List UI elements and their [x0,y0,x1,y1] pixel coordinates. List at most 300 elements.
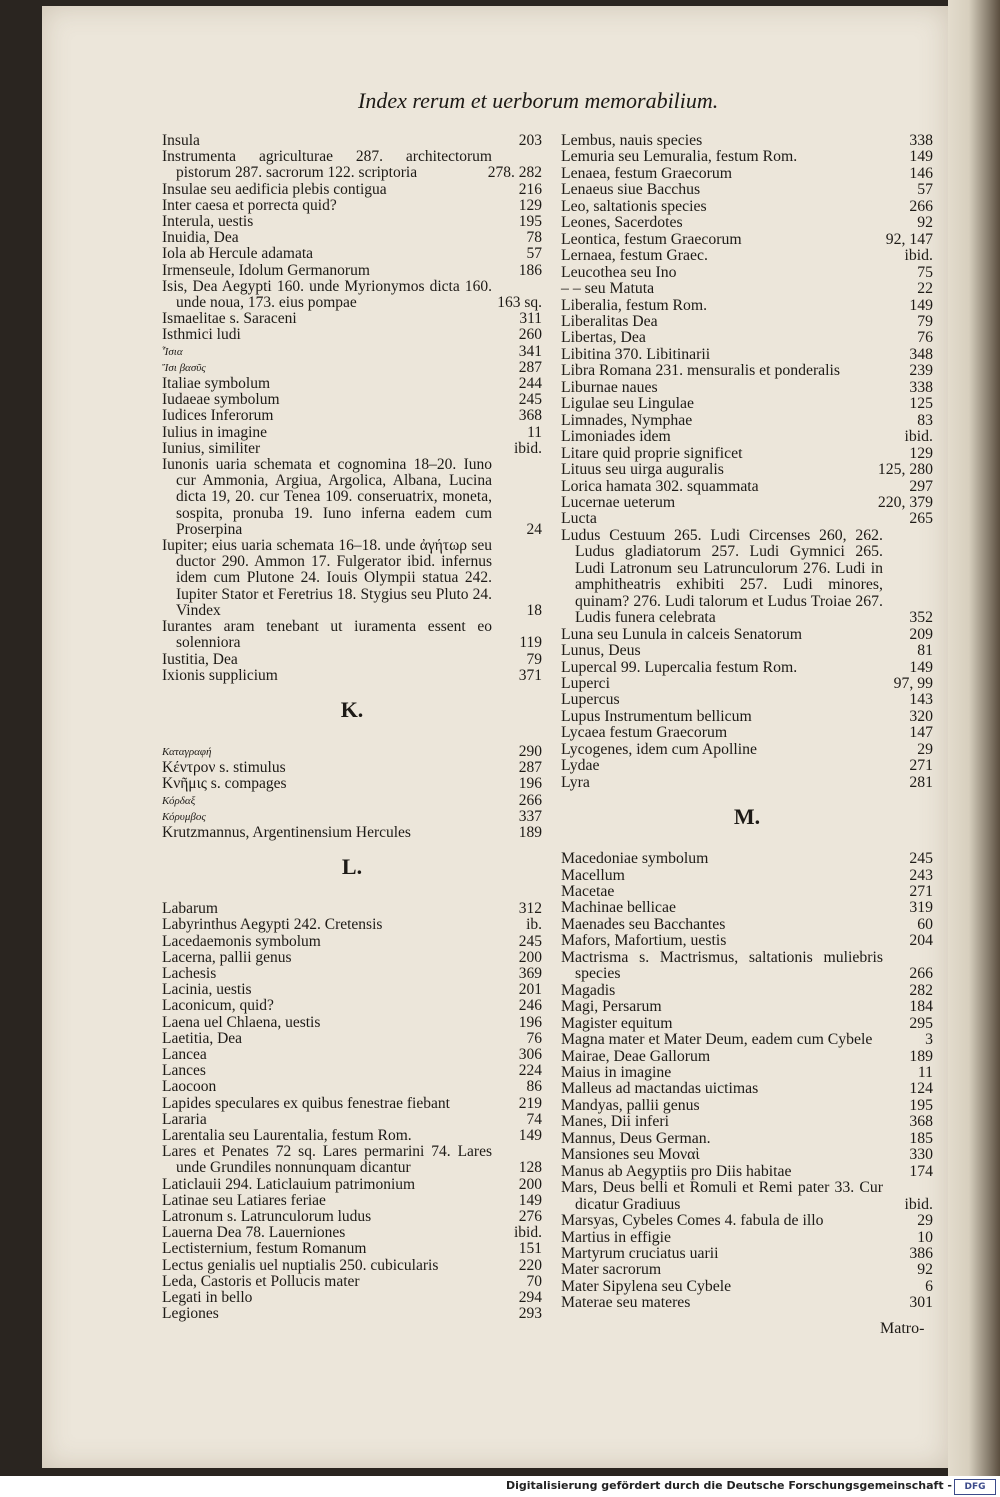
entry-term: Legati in bello [162,1289,253,1306]
index-entry [162,760,542,776]
entry-page-ref: 219 [518,1094,542,1112]
index-entry [561,1131,933,1147]
index-entry [561,215,933,231]
index-entry [162,1031,542,1047]
entry-page-ref: 287 [518,759,542,777]
index-column-right [561,133,933,1312]
entry-page-ref: 266 [909,965,933,983]
entry-term: Libitina 370. Libitinarii [561,345,711,363]
entry-page-ref: 147 [909,724,933,742]
entry-term: Lydae [561,757,600,775]
index-entry [561,742,933,758]
entry-page-ref: 74 [526,1110,542,1128]
index-entry [162,311,542,327]
entry-term: Liburnae naues [561,378,658,396]
entry-page-ref: 29 [917,740,933,758]
entry-term: Iurantes aram tenebant ut iuramenta essent eo solenniora [162,618,492,652]
entry-term: Iunonis uaria schemata et cognomina 18–20. Iuno cur Ammonia, Argiua, Argolica, Albana, Lucina dicta 19, 20. cur Tenea 109. conseruatrix, moneta, sospita, pronuba 19. Iuno inferna eadem cum Proserpina [162,456,492,538]
entry-page-ref: 196 [518,1013,542,1031]
index-entry [162,1258,542,1274]
index-entry [561,298,933,314]
entry-term: Limoniades idem [561,428,671,446]
entry-page-ref: 184 [909,998,933,1016]
entry-term: Lyra [561,773,590,791]
entry-page-ref: 174 [909,1162,933,1180]
entry-page-ref: 143 [909,691,933,709]
index-entry [162,149,542,181]
entry-term: Magister equitum [561,1014,673,1032]
index-entry [561,660,933,676]
entry-term: Lances [162,1062,206,1080]
index-entry [561,643,933,659]
entry-page-ref: 245 [518,391,542,409]
entry-page-ref: 352 [909,609,933,627]
entry-page-ref: 78 [526,229,542,247]
entry-term: Lacedaemonis symbolum [162,932,321,950]
index-entry [561,429,933,445]
entry-term: Leontica, festum Graecorum [561,230,742,248]
index-entry [162,1144,542,1176]
entry-term: Lenaea, festum Graecorum [561,164,732,182]
entry-term: Lycaea festum Graecorum [561,724,728,742]
catchword: Matro- [880,1320,925,1337]
entry-page-ref: 271 [909,757,933,775]
index-entry [162,982,542,998]
entry-term: Malleus ad mactandas uictimas [561,1080,759,1098]
entry-page-ref: 76 [526,1029,542,1047]
index-entry [162,1290,542,1306]
entry-term: Magna mater et Mater Deum, eadem cum Cybele [561,1031,873,1049]
entry-term: Maius in imagine [561,1064,672,1082]
index-entry [162,966,542,982]
index-entry [162,441,542,457]
entry-term: Iudices Inferorum [162,407,274,425]
entry-term: Iunius, similiter [162,439,261,457]
entry-term: Legiones [162,1305,219,1323]
entry-term: Leo, saltationis species [561,197,707,215]
entry-page-ref: 29 [917,1212,933,1230]
entry-term: Iudaeae symbolum [162,391,280,409]
entry-page-ref: 149 [518,1126,542,1144]
entry-page-ref: ibid. [904,428,933,446]
entry-page-ref: 204 [909,932,933,950]
entry-page-ref: 79 [917,312,933,330]
index-entry [561,775,933,791]
entry-page-ref: ibid. [904,247,933,265]
entry-term: Mandyas, pallii genus [561,1096,700,1114]
index-entry [561,1147,933,1163]
entry-page-ref: 245 [518,932,542,950]
index-entry [561,396,933,412]
entry-page-ref: 220, 379 [877,493,933,511]
entry-term: Irmenseule, Idolum Germanorum [162,261,370,279]
entry-term: Lararia [162,1110,207,1128]
index-entry [561,933,933,949]
index-entry [561,1065,933,1081]
entry-page-ref: 293 [518,1305,542,1323]
entry-page-ref: 216 [518,180,542,198]
index-entry [561,1164,933,1180]
index-entry [561,1262,933,1278]
index-entry [561,1180,933,1213]
index-entry [162,376,542,392]
entry-term: Labarum [162,900,218,918]
section-letter: K. [340,696,364,722]
entry-page-ref: 189 [909,1047,933,1065]
entry-page-ref: 338 [909,132,933,149]
entry-page-ref: 83 [917,411,933,429]
entry-page-ref: 243 [909,866,933,884]
index-entry [561,133,933,149]
index-entry [561,676,933,692]
entry-term: Macedoniae symbolum [561,850,709,868]
index-entry [561,265,933,281]
entry-term: Lares et Penates 72 sq. Lares permarini 74. Lares unde Grundiles nonnunquam dicantur [162,1143,492,1177]
entry-page-ref: 282 [909,981,933,999]
digitization-footer [0,1476,1000,1497]
footer-credit: Digitalisierung gefördert durch die Deutsche Forschungsgemeinschaft - [505,1479,952,1492]
entry-term: Κνῆμις s. compages [162,775,287,793]
index-entry [162,182,542,198]
entry-term: Κόρδαξ [162,794,196,807]
index-entry [162,793,542,809]
index-entry [162,408,542,424]
index-entry [162,392,542,408]
entry-page-ref: 319 [909,899,933,917]
entry-term: Ismaelitae s. Saraceni [162,310,297,328]
entry-page-ref: 220 [518,1256,542,1274]
entry-page-ref: 195 [909,1096,933,1114]
entry-page-ref: 265 [909,510,933,528]
entry-page-ref: 287 [518,358,542,376]
index-entry [561,314,933,330]
entry-page-ref: 209 [909,625,933,643]
entry-page-ref: 368 [909,1113,933,1131]
entry-page-ref: 312 [518,900,542,918]
entry-term: Mater Sipylena seu Cybele [561,1277,732,1295]
entry-page-ref: ib. [526,916,542,934]
entry-page-ref: 337 [518,807,542,825]
entry-term: Κέντρον s. stimulus [162,759,286,777]
entry-page-ref: 125, 280 [877,461,933,479]
entry-page-ref: 124 [909,1080,933,1098]
index-entry [162,668,542,684]
section-letter: M. [733,804,761,830]
entry-term: – – seu Matuta [561,280,655,298]
entry-term: Litare quid proprie significet [561,444,743,462]
entry-term: Iola ab Hercule adamata [162,245,314,263]
index-entry [162,133,542,149]
entry-term: Mactrisma s. Mactrismus, saltationis muliebris species [561,948,883,983]
entry-page-ref: 92 [917,1261,933,1279]
entry-page-ref: 341 [518,342,542,360]
entry-page-ref: 125 [909,395,933,413]
index-entry [561,1295,933,1311]
index-entry [162,1209,542,1225]
index-entry [561,446,933,462]
entry-page-ref: 57 [526,245,542,263]
entry-page-ref: 266 [909,197,933,215]
entry-term: Laetitia, Dea [162,1029,243,1047]
entry-term: Lupus Instrumentum bellicum [561,707,752,725]
entry-term: Liberalitas Dea [561,312,658,330]
index-entry [561,1279,933,1295]
entry-term: Laocoon [162,1078,217,1096]
entry-term: Latronum s. Latrunculorum ludus [162,1207,372,1225]
index-entry [561,851,933,867]
index-entry [561,495,933,511]
index-entry [561,1246,933,1262]
index-entry [162,198,542,214]
entry-page-ref: 244 [518,375,542,393]
entry-term: Lachesis [162,964,217,982]
entry-page-ref: 129 [518,196,542,214]
page-edge [948,0,1000,1476]
index-entry [561,709,933,725]
entry-term: Mannus, Deus German. [561,1129,711,1147]
entry-term: Mansiones seu Μοναὶ [561,1146,700,1164]
index-entry [162,901,542,917]
entry-page-ref: 79 [526,650,542,668]
entry-page-ref: 201 [518,981,542,999]
index-entry [561,983,933,999]
entry-page-ref: 246 [518,997,542,1015]
entry-term: Inter caesa et porrecta quid? [162,196,337,214]
entry-term: Mater sacrorum [561,1261,662,1279]
entry-term: Lectisternium, festum Romanum [162,1240,367,1258]
entry-term: Ἶσια [162,345,183,358]
index-entry [561,627,933,643]
entry-page-ref: 368 [518,407,542,425]
entry-page-ref: 276 [518,1207,542,1225]
index-entry [561,232,933,248]
entry-page-ref: 320 [909,707,933,725]
entry-page-ref: 278. 282 [487,164,542,182]
index-entry [561,1213,933,1229]
index-entry [162,1047,542,1063]
entry-term: Inuidia, Dea [162,229,239,247]
entry-page-ref: 60 [917,915,933,933]
entry-term: Lunus, Deus [561,642,641,660]
entry-term: Mairae, Deae Gallorum [561,1047,711,1065]
entry-page-ref: 149 [518,1191,542,1209]
entry-term: Lacerna, pallii genus [162,948,292,966]
entry-page-ref: 185 [909,1129,933,1147]
entry-page-ref: 76 [917,329,933,347]
index-entry [561,248,933,264]
entry-term: Limnades, Nymphae [561,411,693,429]
entry-page-ref: 70 [526,1272,542,1290]
entry-page-ref: 290 [518,742,542,760]
index-entry [561,413,933,429]
entry-term: Lancea [162,1045,207,1063]
entry-page-ref: 330 [909,1146,933,1164]
index-entry [561,528,933,627]
entry-page-ref: 338 [909,378,933,396]
entry-term: Lycogenes, idem cum Apolline [561,740,757,758]
index-entry [162,360,542,376]
entry-page-ref: 281 [909,773,933,791]
index-entry [162,457,542,538]
entry-page-ref: 369 [518,964,542,982]
index-entry [162,246,542,262]
entry-term: Lauerna Dea 78. Lauerniones [162,1224,346,1242]
index-entry [162,1225,542,1241]
entry-term: Laticlauii 294. Laticlauium patrimonium [162,1175,416,1193]
entry-term: Magadis [561,981,616,999]
entry-term: Isthmici ludi [162,326,241,344]
entry-page-ref: 239 [909,362,933,380]
entry-page-ref: 86 [526,1078,542,1096]
entry-page-ref: 75 [917,263,933,281]
entry-term: Laena uel Chlaena, uestis [162,1013,321,1031]
entry-term: Isis, Dea Aegypti 160. unde Myrionymos dicta 160. unde noua, 173. eius pompae [162,277,492,312]
entry-term: Libra Romana 231. mensuralis et ponderalis [561,362,841,380]
entry-term: Lemuria seu Lemuralia, festum Rom. [561,148,798,166]
entry-term: Macetae [561,883,615,901]
index-entry [561,1032,933,1048]
index-entry [561,900,933,916]
index-entry [162,327,542,343]
entry-term: Insulae seu aedificia plebis contigua [162,180,387,198]
entry-term: Iupiter; eius uaria schemata 16–18. unde ἀγήτωρ seu ductor 290. Ammon 17. Fulgerator ibid. infernus idem cum Plutone 24. Iouis Olympii statua 242. Iupiter Stator et Feretrius 18. Stygius seu Pluto 24. Vindex [162,537,492,619]
index-entry [561,868,933,884]
entry-page-ref: 200 [518,948,542,966]
entry-page-ref: 371 [518,666,542,684]
entry-term: Ixionis supplicium [162,666,278,684]
entry-page-ref: 203 [518,132,542,149]
index-entry [162,1241,542,1257]
entry-term: Leda, Castoris et Pollucis mater [162,1272,360,1290]
entry-page-ref: 200 [518,1175,542,1193]
entry-page-ref: 311 [519,310,542,328]
index-entry [162,1096,542,1112]
entry-term: Lacinia, uestis [162,981,252,999]
index-entry [561,1230,933,1246]
entry-page-ref: 97, 99 [893,674,933,692]
index-entry [561,281,933,297]
index-entry [561,758,933,774]
entry-term: Insula [162,132,200,149]
entry-page-ref: 149 [909,148,933,166]
index-entry [561,692,933,708]
entry-term: Liberalia, festum Rom. [561,296,708,314]
index-entry [561,462,933,478]
index-entry [561,363,933,379]
index-entry [561,999,933,1015]
index-entry [162,1079,542,1095]
entry-page-ref: 6 [925,1277,933,1295]
entry-page-ref: ibid. [514,439,542,457]
entry-page-ref: 57 [917,181,933,199]
index-entry [561,511,933,527]
index-entry [162,263,542,279]
index-entry [162,917,542,933]
entry-page-ref: 306 [518,1045,542,1063]
index-entry [162,538,542,619]
index-entry [162,1015,542,1031]
index-entry [561,725,933,741]
entry-page-ref: 18 [526,601,542,619]
index-entry [162,950,542,966]
index-entry [561,479,933,495]
entry-page-ref: 11 [917,1064,933,1082]
entry-page-ref: 163 sq. [497,294,542,312]
entry-term: Latinae seu Latiares feriae [162,1191,326,1209]
entry-term: Iulius in imagine [162,423,268,441]
entry-page-ref: 92, 147 [885,230,933,248]
entry-page-ref: 128 [518,1159,542,1177]
entry-page-ref: 196 [518,775,542,793]
entry-page-ref: 186 [518,261,542,279]
entry-page-ref: 129 [909,444,933,462]
index-entry [162,934,542,950]
index-entry [561,1081,933,1097]
entry-term: Lectus genialis uel nuptialis 250. cubicularis [162,1256,439,1274]
entry-term: Ἴσι βασῦς [162,361,206,374]
entry-term: Lenaeus siue Bacchus [561,181,701,199]
index-entry [162,1063,542,1079]
entry-page-ref: 149 [909,658,933,676]
entry-term: Magi, Persarum [561,998,662,1016]
entry-term: Lembus, nauis species [561,132,703,149]
entry-term: Instrumenta agriculturae 287. architectorum pistorum 287. sacrorum 122. scriptoria [162,148,492,182]
entry-term: Luna seu Lunula in calceis Senatorum [561,625,802,643]
entry-term: Italiae symbolum [162,375,271,393]
entry-term: Laconicum, quid? [162,997,274,1015]
entry-page-ref: 301 [909,1294,933,1312]
entry-term: Mafors, Mafortium, uestis [561,932,727,950]
entry-term: Larentalia seu Laurentalia, festum Rom. [162,1126,412,1144]
entry-term: Lupercal 99. Lupercalia festum Rom. [561,658,798,676]
entry-term: Machinae bellicae [561,899,676,917]
entry-term: Lucta [561,510,597,528]
entry-term: Lupercus [561,691,620,709]
entry-term: Lapides speculares ex quibus fenestrae fiebant [162,1094,450,1112]
index-entry [162,1128,542,1144]
entry-term: Mars, Deus belli et Romuli et Remi pater 33. Cur dicatur Gradiuus [561,1179,883,1213]
entry-page-ref: 81 [917,642,933,660]
index-entry [561,380,933,396]
entry-page-ref: 224 [518,1062,542,1080]
entry-term: Ligulae seu Lingulae [561,395,694,413]
index-column-left [162,133,542,1322]
entry-term: Iustitia, Dea [162,650,238,668]
index-entry [561,950,933,983]
entry-term: Macellum [561,866,625,884]
entry-term: Martius in effigie [561,1228,671,1246]
index-entry [561,884,933,900]
entry-term: Manus ab Aegyptiis pro Diis habitae [561,1162,792,1180]
index-entry [561,330,933,346]
entry-term: Κόρυμβος [162,810,206,823]
entry-term: Lernaea, festum Graec. [561,247,708,265]
entry-term: Lorica hamata 302. squammata [561,477,759,495]
entry-page-ref: 151 [518,1240,542,1258]
index-entry [162,776,542,792]
entry-page-ref: 266 [518,791,542,809]
entry-page-ref: ibid. [904,1195,933,1213]
entry-term: Manes, Dii inferi [561,1113,670,1131]
index-entry [561,1049,933,1065]
index-entry [162,652,542,668]
entry-page-ref: 260 [518,326,542,344]
entry-term: Krutzmannus, Argentinensium Hercules [162,823,411,841]
entry-page-ref: 10 [917,1228,933,1246]
entry-page-ref: 348 [909,345,933,363]
entry-page-ref: 92 [917,214,933,232]
index-entry [162,619,542,651]
